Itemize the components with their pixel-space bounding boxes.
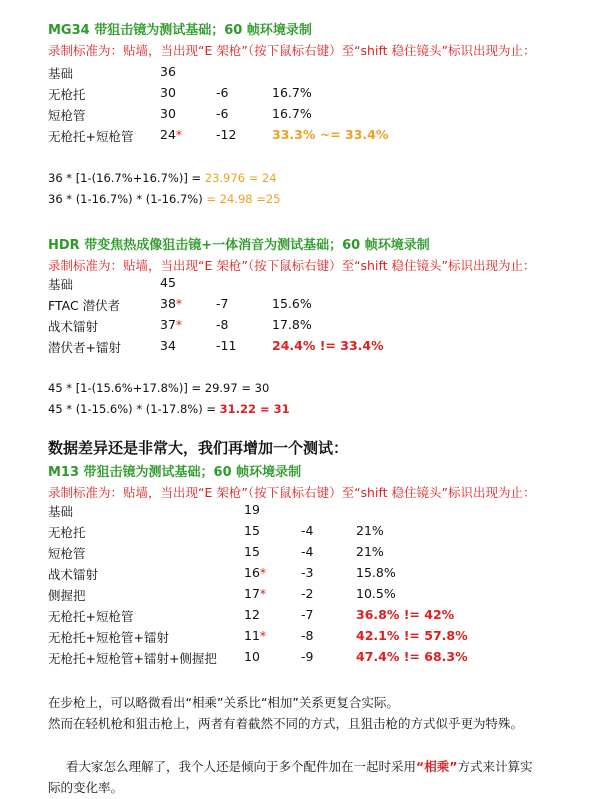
- row-percent: 42.1% != 57.8%: [356, 628, 468, 643]
- row-attachment-name: 基础: [48, 277, 74, 292]
- row-diff: -6: [216, 106, 229, 121]
- row-frame-value: 45: [160, 275, 176, 290]
- row-attachment-name: 潜伏者+镭射: [48, 340, 121, 355]
- row-diff: -7: [216, 296, 229, 311]
- row-diff: -4: [301, 523, 314, 538]
- paragraph-rifle: 在步枪上，可以略微看出“相乘”关系比“相加”关系更复合实际。: [48, 695, 399, 710]
- big-heading: 数据差异还是非常大，我们再增加一个测试：: [48, 439, 349, 457]
- row-diff: -8: [301, 628, 314, 643]
- row-frame-value: 16*: [244, 565, 267, 580]
- row-frame-value: 30: [160, 85, 176, 100]
- row-frame-value: 34: [160, 338, 176, 353]
- section2-calc-additive: 45 * [1-(15.6%+17.8%)] = 29.97 = 30: [48, 381, 270, 395]
- section1-calc-additive: 36 * [1-(16.7%+16.7%)] = 23.976 = 24: [48, 171, 277, 185]
- row-percent: 33.3% ~= 33.4%: [272, 127, 389, 142]
- asterisk-mark: *: [175, 317, 183, 332]
- row-percent: 21%: [356, 523, 384, 538]
- row-attachment-name: 无枪托+短枪管: [48, 609, 134, 624]
- paragraph-conclusion-cont: 际的变化率。: [48, 780, 124, 795]
- row-attachment-name: 侧握把: [48, 588, 86, 603]
- row-diff: -7: [301, 607, 314, 622]
- row-diff: -6: [216, 85, 229, 100]
- section2-title: HDR 带变焦热成像狙击镜+一体消音为测试基础；60 帧环境录制: [48, 238, 430, 253]
- section1-rule: 录制标准为：贴墙，当出现“E 架枪”（按下鼠标右键）至“shift 稳住镜头”标识出现为止：: [48, 43, 536, 58]
- row-attachment-name: 无枪托: [48, 525, 86, 540]
- row-attachment-name: 战术镭射: [48, 567, 99, 582]
- row-diff: -11: [216, 338, 237, 353]
- row-frame-value: 38*: [160, 296, 183, 311]
- row-attachment-name: 短枪管: [48, 546, 86, 561]
- asterisk-mark: *: [259, 628, 267, 643]
- row-diff: -3: [301, 565, 314, 580]
- row-percent: 16.7%: [272, 106, 312, 121]
- row-frame-value: 10: [244, 649, 260, 664]
- row-frame-value: 19: [244, 502, 260, 517]
- section2-calc-multiplicative: 45 * (1-15.6%) * (1-17.8%) = 31.22 = 31: [48, 402, 290, 416]
- row-diff: -4: [301, 544, 314, 559]
- section2-rule: 录制标准为：贴墙，当出现“E 架枪”（按下鼠标右键）至“shift 稳住镜头”标识出现为止：: [48, 258, 536, 273]
- row-attachment-name: 无枪托: [48, 87, 86, 102]
- asterisk-mark: *: [259, 565, 267, 580]
- row-attachment-name: FTAC 潜伏者: [48, 298, 121, 313]
- section3-title: M13 带狙击镜为测试基础；60 帧环境录制: [48, 465, 302, 480]
- row-attachment-name: 无枪托+短枪管: [48, 129, 134, 144]
- row-diff: -2: [301, 586, 314, 601]
- row-frame-value: 15: [244, 523, 260, 538]
- row-percent: 16.7%: [272, 85, 312, 100]
- row-percent: 24.4% != 33.4%: [272, 338, 384, 353]
- row-attachment-name: 基础: [48, 504, 74, 519]
- paragraph-conclusion: 看大家怎么理解了，我个人还是倾向于多个配件加在一起时采用“相乘”方式来计算实: [66, 759, 533, 774]
- row-percent: 10.5%: [356, 586, 396, 601]
- row-attachment-name: 短枪管: [48, 108, 86, 123]
- row-attachment-name: 战术镭射: [48, 319, 99, 334]
- paragraph-lmg-sniper: 然而在轻机枪和狙击枪上，两者有着截然不同的方式，且狙击枪的方式似乎更为特殊。: [48, 716, 524, 731]
- row-frame-value: 30: [160, 106, 176, 121]
- row-diff: -12: [216, 127, 237, 142]
- row-attachment-name: 无枪托+短枪管+镭射+侧握把: [48, 651, 217, 666]
- row-frame-value: 36: [160, 64, 176, 79]
- row-percent: 21%: [356, 544, 384, 559]
- row-frame-value: 17*: [244, 586, 267, 601]
- row-percent: 15.8%: [356, 565, 396, 580]
- section1-calc-multiplicative: 36 * (1-16.7%) * (1-16.7%) = 24.98 =25: [48, 192, 281, 206]
- row-percent: 47.4% != 68.3%: [356, 649, 468, 664]
- row-attachment-name: 无枪托+短枪管+镭射: [48, 630, 169, 645]
- row-percent: 15.6%: [272, 296, 312, 311]
- row-frame-value: 11*: [244, 628, 267, 643]
- row-diff: -9: [301, 649, 314, 664]
- asterisk-mark: *: [175, 127, 183, 142]
- row-diff: -8: [216, 317, 229, 332]
- row-percent: 36.8% != 42%: [356, 607, 455, 622]
- section3-rule: 录制标准为：贴墙，当出现“E 架枪”（按下鼠标右键）至“shift 稳住镜头”标识出现为止：: [48, 485, 536, 500]
- row-percent: 17.8%: [272, 317, 312, 332]
- asterisk-mark: *: [175, 296, 183, 311]
- asterisk-mark: *: [259, 586, 267, 601]
- row-frame-value: 15: [244, 544, 260, 559]
- row-frame-value: 12: [244, 607, 260, 622]
- section1-title: MG34 带狙击镜为测试基础；60 帧环境录制: [48, 23, 312, 38]
- row-frame-value: 24*: [160, 127, 183, 142]
- row-frame-value: 37*: [160, 317, 183, 332]
- row-attachment-name: 基础: [48, 66, 74, 81]
